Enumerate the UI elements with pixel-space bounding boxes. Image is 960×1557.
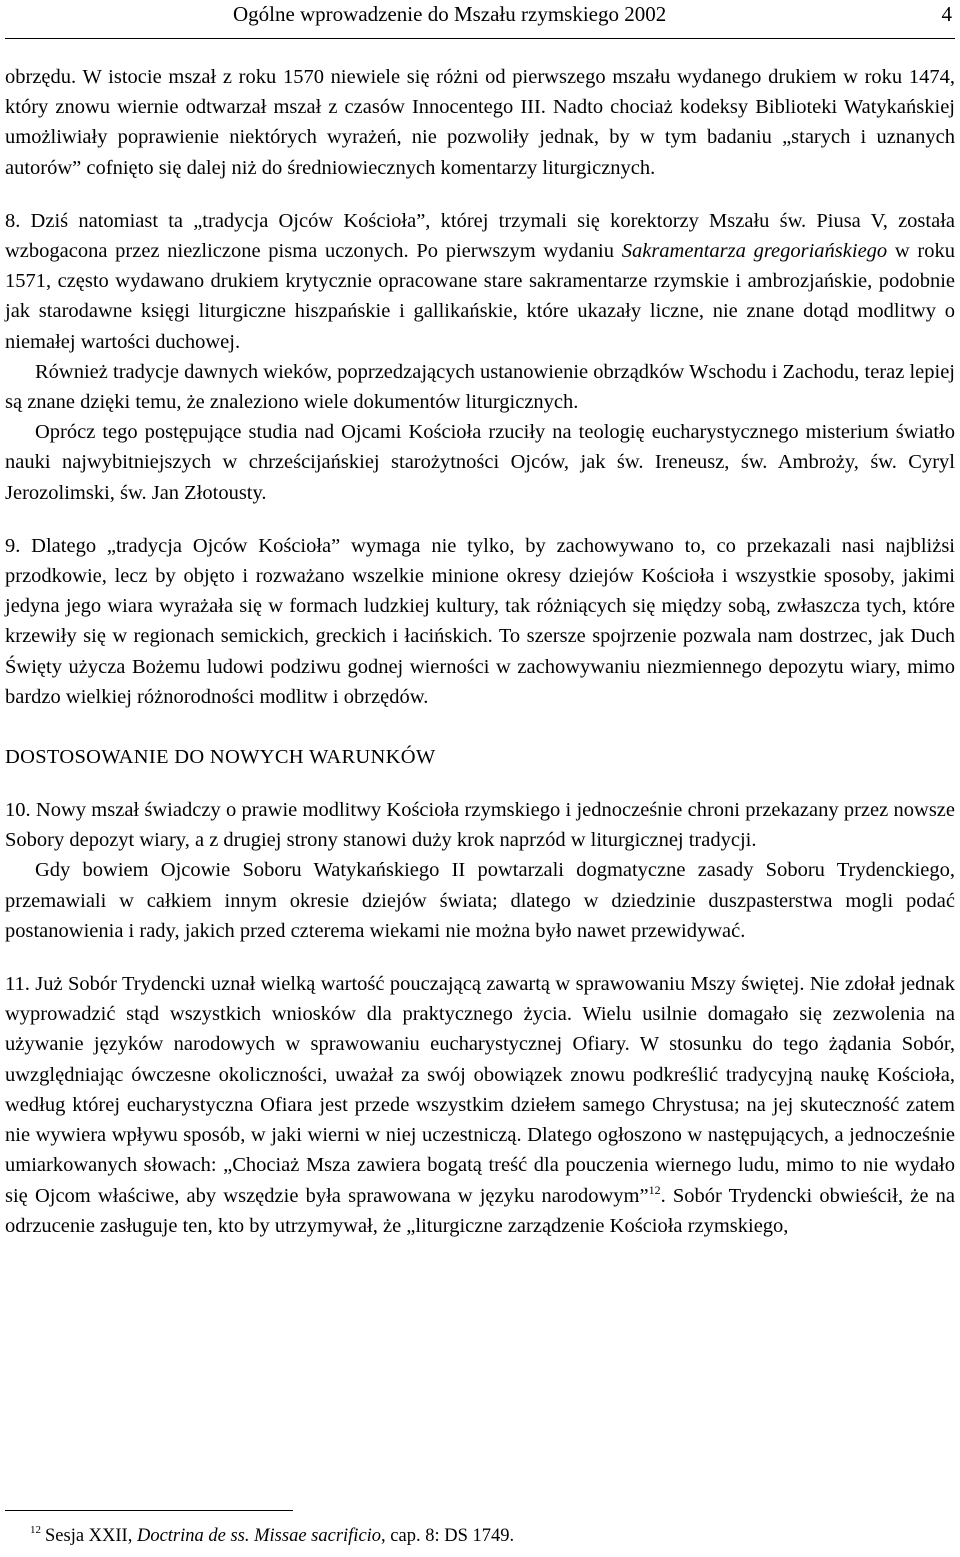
footnote-italic-title: Doctrina de ss. Missae sacrificio <box>136 1526 382 1546</box>
page-number: 4 <box>941 2 952 26</box>
italic-title: Sakramentarza gregoriańskiego <box>621 240 888 263</box>
footnote-rule <box>5 1510 293 1511</box>
paragraph-7-continued: obrzędu. W istocie mszał z roku 1570 niewiele się różni od pierwszego mszału wydanego drukiem w roku 1474, który znowu wiernie odtwarzał mszał z czasów Innocentego III. Nadto chociaż kodeksy Biblioteki Watykańskiej umożliwiały poprawienie niektórych wyrażeń, nie pozwoliły jednak, by w tym badaniu „starych i uznanych autorów” cofnięto się dalej niż do średniowiecznych komentarzy liturgicznych. <box>5 66 955 179</box>
paragraph-9: 9. Dlatego „tradycja Ojców Kościoła” wymaga nie tylko, by zachowywano to, co przekazali nasi najbliżsi przodkowie, lecz by objęto i rozważano wszelkie minione okresy dziejów Kościoła i wszystkie sposoby, jakimi jedyna jego wiara wyrażała się w formach ludzkiej kultury, tak różniących się między sobą, zwłaszcza tych, które krzewiły się w regionach semickich, greckich i łacińskich. To szersze spojrzenie pozwala nam dostrzec, jak Duch Święty użycza Bożemu ludowi podziwu godnej wierności w zachowywaniu niezmiennego depozytu wiary, mimo bardzo wielkiej różnorodności modlitw i obrzędów. <box>5 534 955 708</box>
footnote-reference[interactable]: 12 <box>648 1182 661 1197</box>
header-title: Ogólne wprowadzenie do Mszału rzymskiego 2002 <box>232 2 667 26</box>
paragraph-8-second: Również tradycje dawnych wieków, poprzedzających ustanowienie obrządków Wschodu i Zachodu, teraz lepiej są znane dzięki temu, że znaleziono wiele dokumentów liturgicznych. <box>5 360 955 414</box>
section-heading: DOSTOSOWANIE DO NOWYCH WARUNKÓW <box>5 746 436 769</box>
footnote: $^{12}$ Sesja XXII, Doctrina de ss. Missae sacrificio, cap. 8: DS 1749. <box>30 1524 515 1546</box>
paragraph-11: 11. Już Sobór Trydencki uznał wielką wartość pouczającą zawartą w sprawowaniu Mszy świętej. Nie zdołał jednak wyprowadzić stąd wszystkich wniosków dla praktycznego życia. Wielu usilnie domagało się zezwolenia na używanie języków narodowych w sprawowaniu eucharystycznej Ofiary. W stosunku do tego żądania Sobór, uwzględniając ówczesne okoliczności, uważał za swój obowiązek znowu podkreślić tradycyjną naukę Kościoła, według której eucharystyczna Ofiara jest przede wszystkim dziełem samego Chrystusa; na jej skuteczność zatem nie wywiera wpływu sposób, w jaki wierni w niej uczestniczą. Dlatego ogłoszono w następujących, a jednocześnie umiarkowanych słowach: „Chociaż Msza zawiera bogatą treść dla pouczenia wiernego ludu, mimo to nie wydało się Ojcom właściwe, aby wszędzie była sprawowana w języku narodowym”$^{12}$. Sobór Trydencki obwieścił, że na odrzucenie zasługuje ten, kto by utrzymywał, że „liturgiczne zarządzenie Kościoła rzymskiego, <box>5 973 955 1237</box>
footnote-number: 12 <box>30 1524 41 1536</box>
paragraph-10-second: Gdy bowiem Ojcowie Soboru Watykańskiego II powtarzali dogmatyczne zasady Soboru Trydenckiego, przemawiali w całkiem innym okresie dziejów świata; dlatego w dziedzinie duszpasterstwa mogli podać postanowienia i rady, jakich przed czterema wiekami nie można było nawet przewidywać. <box>5 859 955 942</box>
paragraph-8: 8. Dziś natomiast ta „tradycja Ojców Kościoła”, której trzymali się korektorzy Mszału św. Piusa V, została wzbogacona przez niezliczone pisma uczonych. Po pierwszym wydaniu Sakramentarza gregoriańskiego w roku 1571, często wydawano drukiem krytycznie opracowane stare sakramentarze rzymskie i ambrozjańskie, podobnie jak starodawne księgi liturgiczne hiszpańskie i gallikańskie, które ukazały liczne, nie znane dotąd modlitwy o niemałej wartości duchowej. <box>5 209 955 353</box>
paragraph-8-third: Oprócz tego postępujące studia nad Ojcami Kościoła rzuciły na teologię eucharystycznego misterium światło nauki najwybitniejszych w chrześcijańskiej starożytności Ojców, jak św. Ireneusz, św. Ambroży, św. Cyryl Jerozolimski, św. Jan Złotousty. <box>5 421 955 504</box>
header-rule <box>5 38 955 39</box>
paragraph-10: 10. Nowy mszał świadczy o prawie modlitwy Kościoła rzymskiego i jednocześnie chroni przekazany przez nowsze Sobory depozyt wiary, a z drugiej strony stanowi duży krok naprzód w liturgicznej tradycji. <box>5 799 955 852</box>
running-header <box>233 2 952 26</box>
body-text <box>5 62 955 1241</box>
